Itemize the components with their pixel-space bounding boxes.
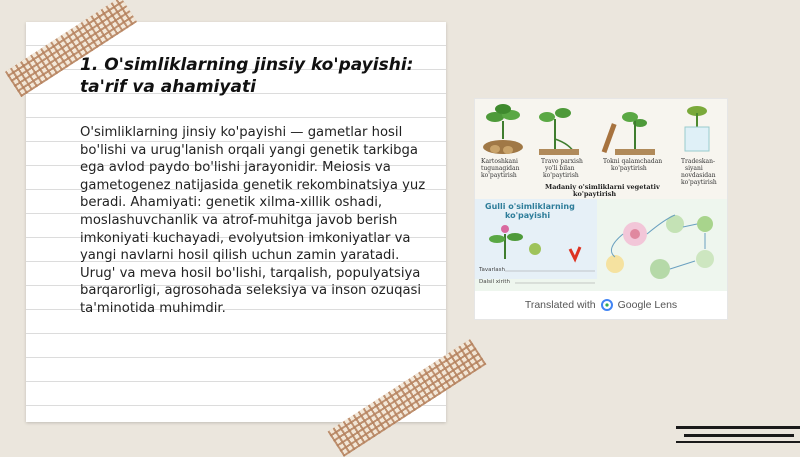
svg-text:Gulli o'simliklarning: Gulli o'simliklarning	[485, 202, 575, 211]
svg-text:ko'paytirish: ko'paytirish	[543, 172, 579, 179]
svg-text:ko'paytirish: ko'paytirish	[681, 179, 717, 186]
google-lens-attribution	[475, 291, 727, 319]
svg-text:Travo parxish: Travo parxish	[541, 158, 583, 165]
decor-line	[684, 434, 794, 437]
slide-title: 1. O'simliklarning jinsiy ko'payishi: ta'rif va ahamiyati	[80, 55, 414, 97]
svg-text:yo'li bilan: yo'li bilan	[545, 165, 575, 172]
svg-text:Tavarlash: Tavarlash	[479, 267, 505, 273]
plant-reproduction-figure	[474, 98, 728, 320]
svg-text:Madaniy o'simliklarni vegetati: Madaniy o'simliklarni vegetativ	[545, 183, 660, 191]
svg-text:ko'paytirish: ko'paytirish	[573, 190, 617, 198]
svg-text:tugunagidan: tugunagidan	[481, 165, 520, 172]
slide-body: O'simliklarning jinsiy ko'payishi — gametlar hosil bo'lishi va urug'lanish orqali yangi genetik tarkibga ega avlod paydo bo'lishi jarayonidir. Meiosis va gametogenez natijasida genetik rekombinatsiya yuz beradi. Ahamiyati: genetik xilma-xillik oshadi, moslashuvchanlik va atrof-muhitga javob berish imkoniyati kuchayadi, evolyutsion imkoniyatlar va yangi navlarni hosil qilish uchun zamin yaratadi. Urug' va meva hosil bo'lishi, tarqalish, populyatsiya barqarorligi, agrosohada seleksiya va inson ozuqasi ta'minotida muhimdir.	[80, 125, 426, 316]
svg-text:novdasidan: novdasidan	[681, 172, 716, 179]
svg-text:Tokni qalamchadan: Tokni qalamchadan	[603, 158, 663, 165]
google-lens-icon	[601, 299, 613, 311]
decorative-lines	[676, 424, 800, 444]
svg-text:Kartoshkani: Kartoshkani	[481, 158, 518, 165]
decor-line	[676, 426, 800, 429]
lens-brand: Google Lens	[617, 299, 678, 311]
svg-text:ko'paytirish: ko'paytirish	[611, 165, 647, 172]
lens-prefix: Translated with	[524, 299, 596, 311]
decor-line	[676, 441, 800, 443]
svg-text:ko'paytirish: ko'paytirish	[481, 172, 517, 179]
svg-text:ko'payishi: ko'payishi	[505, 211, 551, 220]
svg-text:Dalsil xirith: Dalsil xirith	[479, 279, 511, 285]
figure-illustration	[475, 99, 727, 291]
svg-text:Tradeskan-: Tradeskan-	[681, 158, 716, 165]
svg-text:siyani: siyani	[685, 165, 703, 172]
